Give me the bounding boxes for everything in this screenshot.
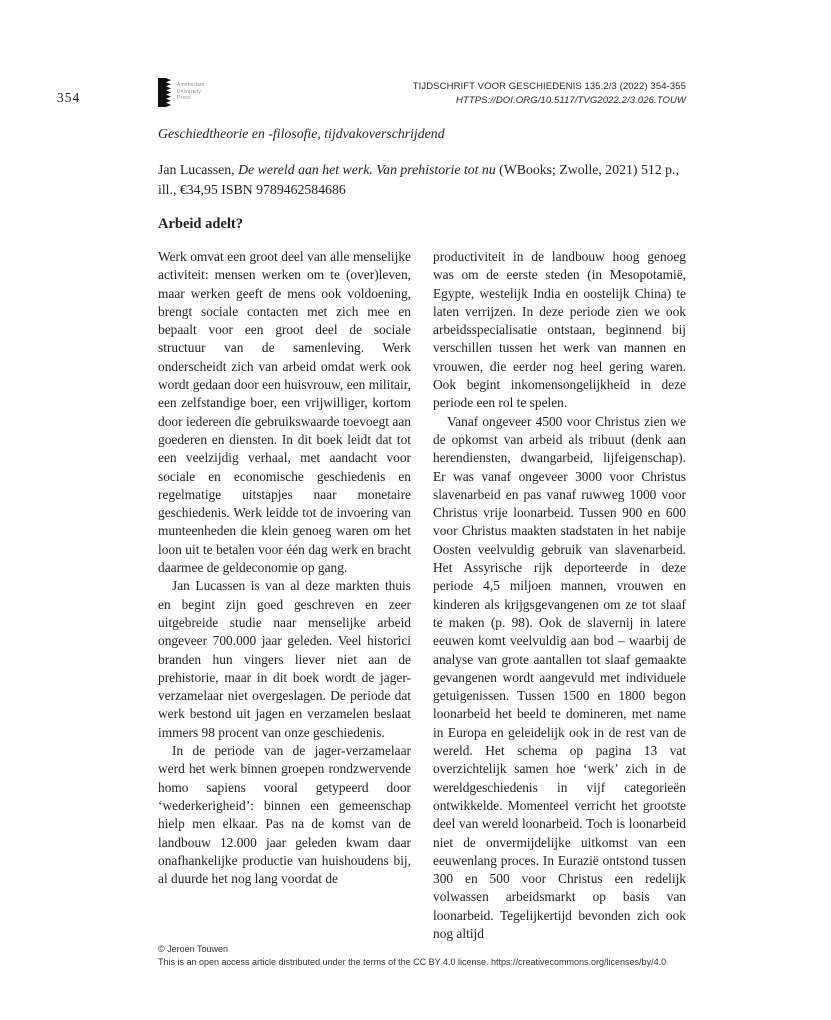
text-column-left — [158, 248, 411, 943]
publisher-name-line: Amsterdam — [177, 82, 205, 88]
text-column-right — [433, 248, 686, 943]
publisher-name-line: Press — [177, 95, 191, 101]
book-citation-details: (WBooks; Zwolle, 2021) 512 p., ill., €34,95 ISBN 9789462584686 — [158, 162, 679, 197]
copyright-line: © Jeroen Touwen — [158, 944, 229, 954]
doi-line: HTTPS://DOI.ORG/10.5117/TVG2022.2/3.026.TOUW — [455, 94, 686, 106]
book-citation — [158, 160, 688, 199]
section-heading: Geschiedtheorie en -filosofie, tijdvakoverschrijdend — [158, 126, 445, 141]
body-paragraph: Vanaf ongeveer 4500 voor Christus zien we de opkomst van arbeid als tribuut (denk aan herendiensten, dwangarbeid, lijfeigenschap). Er was vanaf ongeveer 3000 voor Christus slavenarbeid en pas vanaf ruwweg 1000 voor Christus vrije loonarbeid. Tussen 900 en 600 voor Christus maakten stadstaten in het nabije Oosten veelvuldig gebruik van slavenarbeid. Het Assyrische rijk deporteerde in deze periode 4,5 miljoen mannen, vrouwen en kinderen als krijgsgevangenen om ze tot slaaf te maken (p. 98). Ook de slavernij in latere eeuwen komt veelvuldig aan bod – waarbij de analyse van grote aantallen tot slaaf gemaakte gevangenen wordt aangevuld met individuele getuigenissen. Tussen 1500 en 1800 begon loonarbeid het beeld te domineren, met name in Europa en geleidelijk ook in de rest van de wereld. Het schema op pagina 13 vat overzichtelijk samen hoe ‘werk’ zich in de wereldgeschiedenis in vijf categorieën ontwikkelde. Momenteel verricht het grootste deel van wereld loonarbeid. Toch is loonarbeid niet de onvermijdelijke uitkomst van een eeuwenlang proces. In Eurazië ontstond tussen 300 en 500 voor Christus een redelijk volwassen arbeidsmarkt op basis van loonarbeid. Tegelijkertijd bevonden zich ook nog altijd — [433, 413, 686, 941]
review-body — [158, 248, 686, 943]
book-citation-author: Jan Lucassen, — [158, 162, 239, 177]
body-paragraph: productiviteit in de landbouw hoog genoeg was om de eerste steden (in Mesopotamië, Egypte, westelijk India en oostelijk China) te laten verrijzen. In deze periode zien we ook arbeidsspecialisatie ontstaan, beginnend bij verschillen tussen het werk van mannen en vrouwen, die eerder nog heel gering waren. Ook begint inkomensongelijkheid in deze periode een rol te spelen. — [433, 249, 686, 411]
publisher-name-line: University — [177, 88, 201, 95]
license-line: This is an open access article distributed under the terms of the CC BY 4.0 license. https://creativecommons.org/licenses/by/4.0 — [158, 957, 667, 967]
review-title: Arbeid adelt? — [158, 216, 243, 232]
journal-reference — [413, 80, 686, 107]
book-citation-title: De wereld aan het werk. Van prehistorie tot nu — [238, 162, 496, 177]
body-paragraph: Werk omvat een groot deel van alle menselijke activiteit: mensen werken om te (over)leven, maar werken geeft de mens ook voldoening, brengt sociale contacten met zich mee en bepaalt voor een groot deel de sociale structuur van de samenleving. Werk onderscheidt zich van arbeid omdat werk ook wordt gedaan door een huisvrouw, een militair, een zelfstandige boer, een vrijwilliger, kortom door iedereen die gebruikswaarde toevoegt aan goederen en diensten. In dit boek leidt dat tot een veelzijdig verhaal, met aandacht voor sociale en economische geschiedenis en regelmatige uitstapjes naar monetaire geschiedenis. Werk leidde tot de invoering van munteenheden die klein genoeg waren om het loon uit te betalen voor één dag werk en bracht daarmee de geldeconomie op gang. — [158, 249, 411, 576]
body-paragraph: In de periode van de jager-verzamelaar werd het werk binnen groepen rondzwervende homo sapiens vooral getypeerd door ‘wederkerigheid’: binnen een gemeenschap hielp men elkaar. Pas na de komst van de landbouw 12.000 jaar geleden kwam daar onafhankelijke productie van huishoudens bij, al duurde het nog lang voordat de — [158, 743, 411, 887]
publisher-name — [177, 78, 204, 102]
body-paragraph: Jan Lucassen is van al deze markten thuis en begint zijn goed geschreven en zeer uitgebreide studie naar menselijke arbeid ongeveer 700.000 jaar geleden. Veel historici branden hun vingers liever niet aan de prehistorie, maar in dit boek wordt de jager-verzamelaar niet overgeslagen. De periode dat werk bestond uit jagen en verzamelen beslaat immers 98 procent van onze geschiedenis. — [158, 578, 411, 740]
page-number: 354 — [57, 90, 81, 105]
page-footer — [158, 943, 698, 969]
publisher-logo — [158, 78, 204, 107]
journal-issue-line: TIJDSCHRIFT VOOR GESCHIEDENIS 135.2/3 (2022) 354-355 — [412, 81, 686, 92]
masthead — [158, 78, 686, 107]
aup-logo-icon — [158, 78, 171, 107]
